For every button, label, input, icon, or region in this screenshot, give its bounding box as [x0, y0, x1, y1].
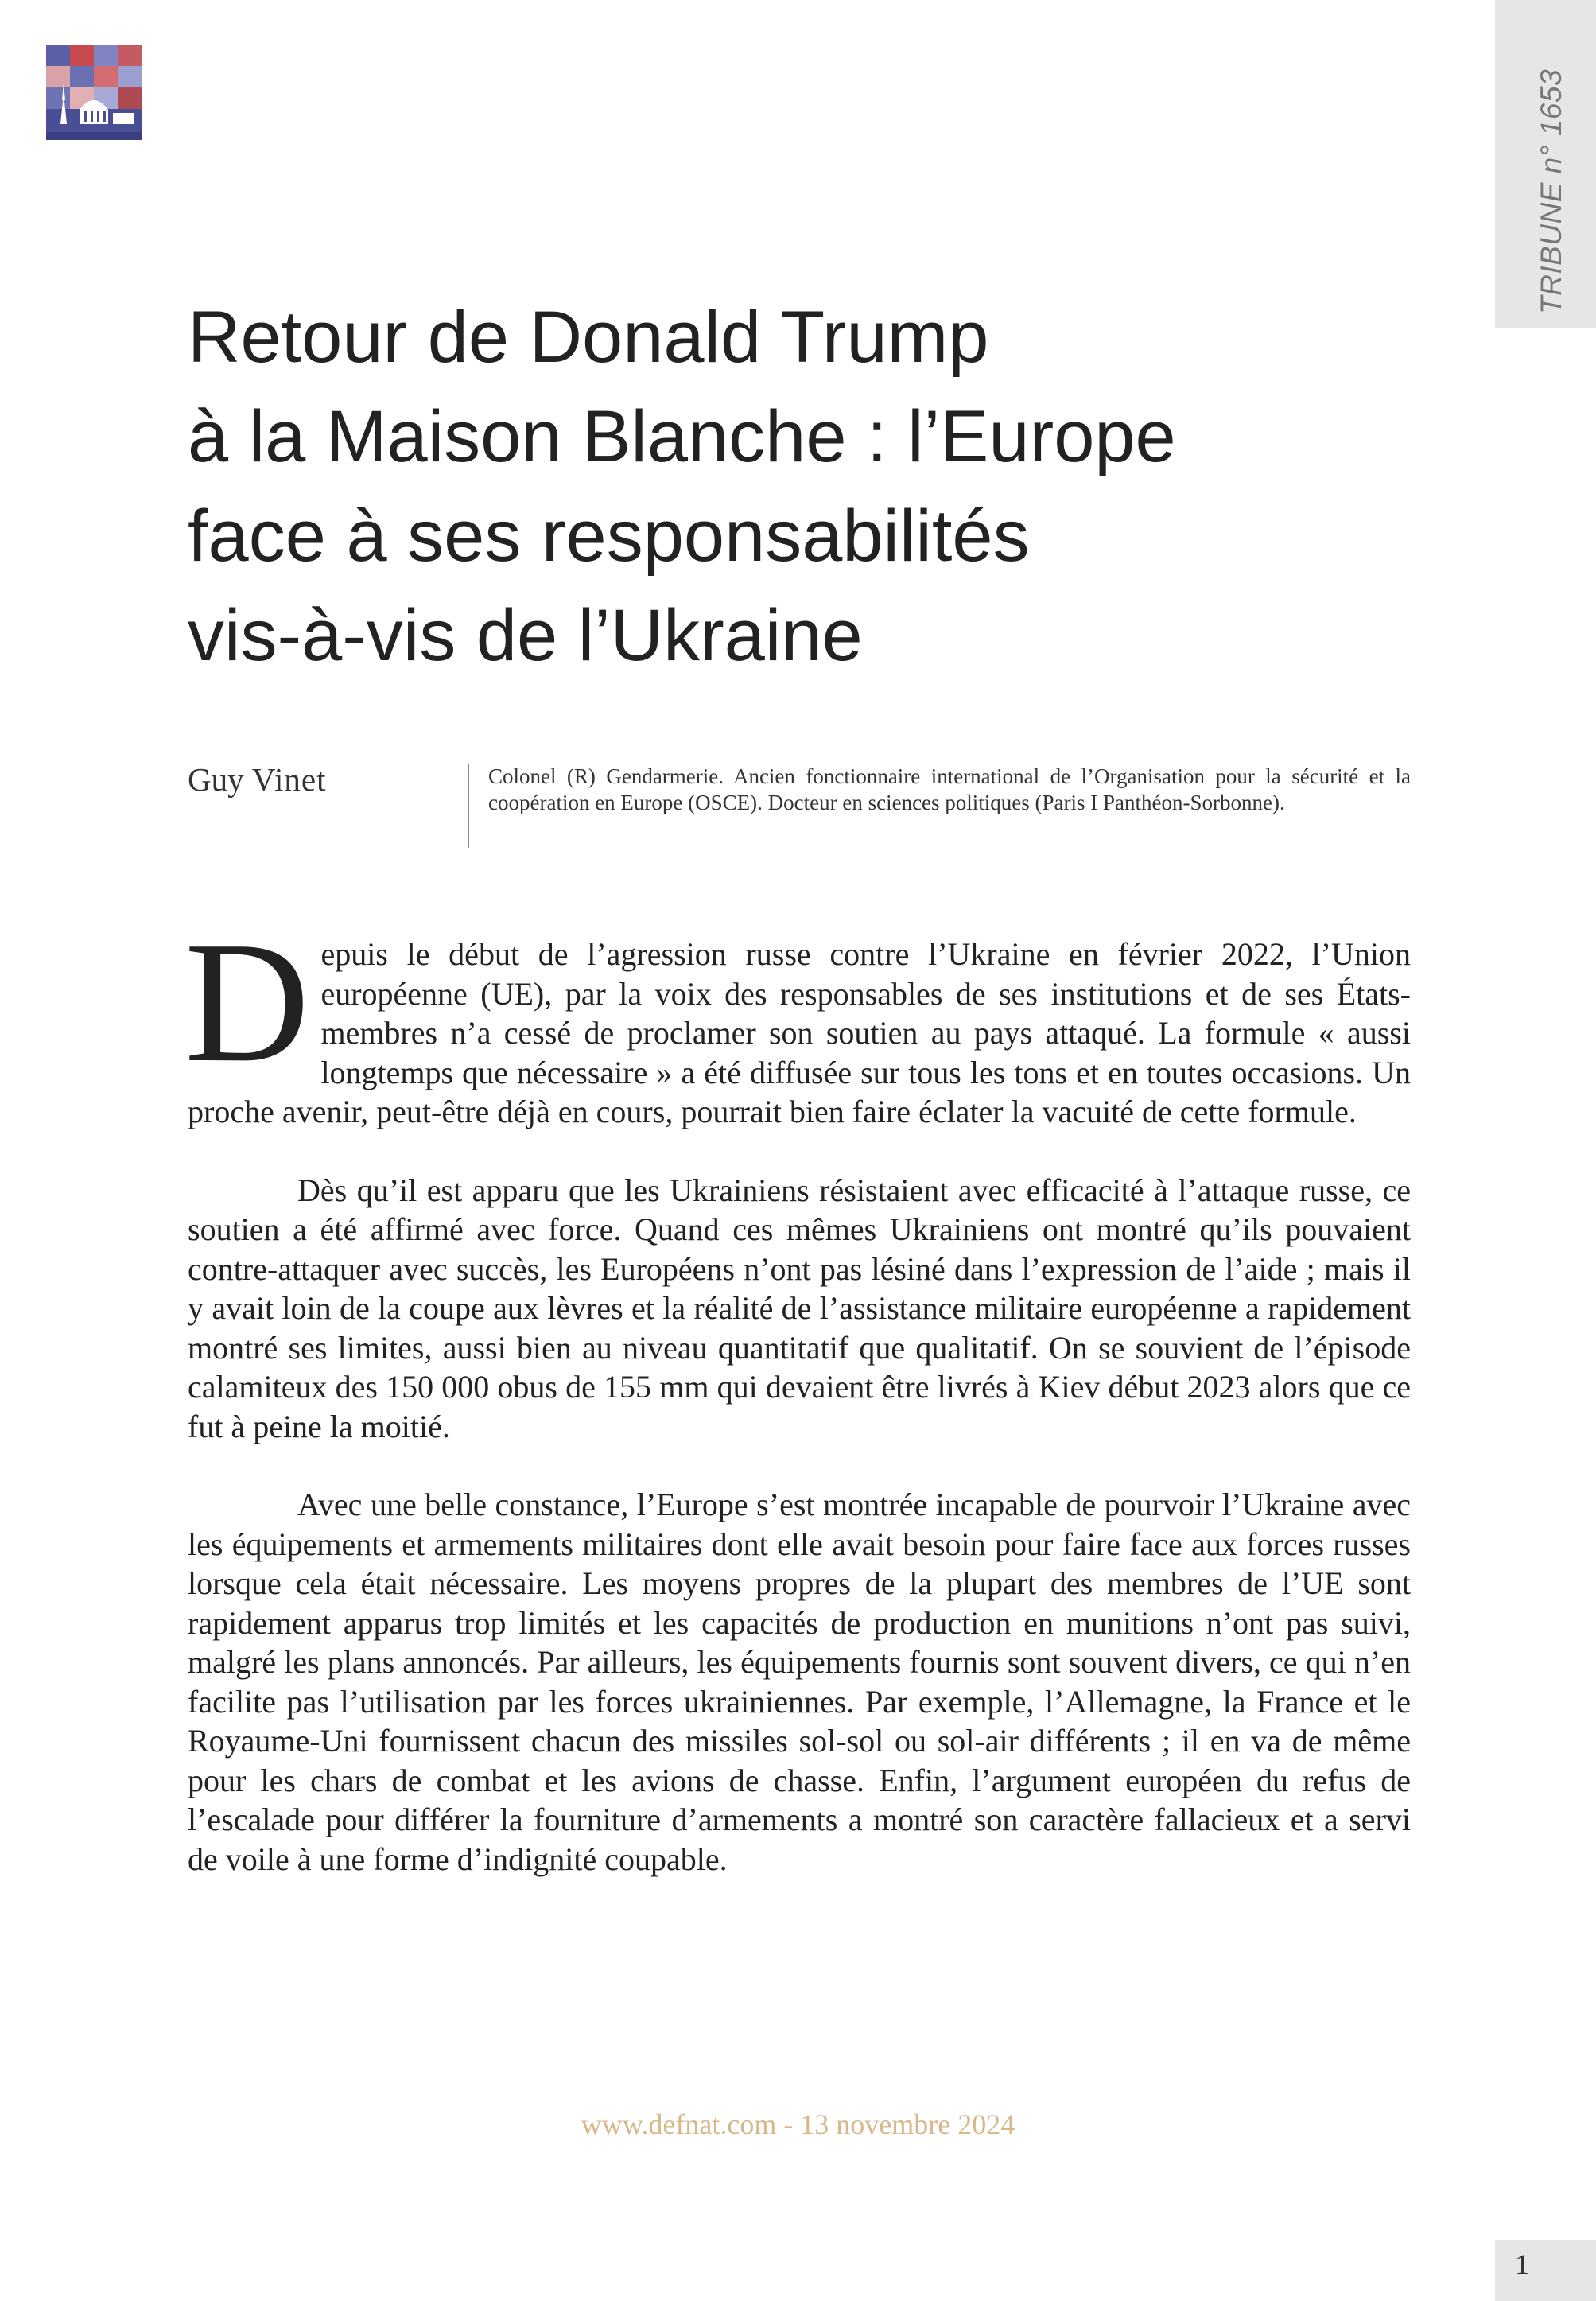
- page-number-tab: [1495, 2240, 1596, 2301]
- bio-divider: [468, 764, 469, 848]
- paragraph-1: [184, 907, 1411, 1132]
- drop-cap: D: [184, 907, 310, 1098]
- footer-site-date: www.defnat.com - 13 novembre 2024: [581, 2109, 1015, 2140]
- institution-building-logo-icon: [46, 45, 142, 140]
- article-title: [188, 288, 1380, 686]
- author-bio: Colonel (R) Gendarmerie. Ancien fonctionnaire international de l’Organisation pour la sécurité et la coopération en Europe (OSCE). Docteur en sciences politiques (Paris I Panthéon-Sorbonne).: [488, 764, 1411, 814]
- article-body: [184, 907, 1411, 1918]
- tribune-number-label: TRIBUNE n° 1653: [1535, 68, 1567, 314]
- paragraph-3: Avec une belle constance, l’Europe s’est montrée incapable de pourvoir l’Ukraine avec les équipements et armements militaires dont elle avait besoin pour faire face aux forces russes lorsque cela était nécessaire. Les moyens propres de la plupart des membres de l’UE sont rapidement apparus trop limités et les capacités de production en munitions n’ont pas suivi, malgré les plans annoncés. Par ailleurs, les équipements fournis sont souvent divers, ce qui n’en facilite pas l’utilisation par les forces ukrainiennes. Par exemple, l’Allemagne, la France et le Royaume-Uni fournissent chacun des missiles sol-sol ou sol-air différents ; il en va de même pour les chars de combat et les avions de chasse. Enfin, l’argument européen du refus de l’escalade pour différer la fourniture d’armements a montré son caractère fallacieux et a servi de voile à une forme d’indignité coupable.: [188, 1487, 1411, 1877]
- page-number: 1: [1515, 2249, 1529, 2280]
- title-line: Retour de Donald Trump: [188, 297, 989, 378]
- title-line: vis-à-vis de l’Ukraine: [188, 595, 863, 676]
- author-last-name: Vinet: [251, 761, 327, 798]
- author-name: [188, 760, 327, 799]
- paragraph-2: Dès qu’il est apparu que les Ukrainiens résistaient avec efficacité à l’attaque russe, ce soutien a été affirmé avec force. Quand ces mêmes Ukrainiens ont montré qu’ils pouvaient contre-attaquer avec succès, les Européens n’ont pas lésiné dans l’expression de l’aide ; mais il y avait loin de la coupe aux lèvres et la réalité de l’assistance militaire européenne a rapidement montré ses limites, aussi bien au niveau quantitatif que qualitatif. On se souvient de l’épisode calamiteux des 150 000 obus de 155 mm qui devaient être livrés à Kiev début 2023 alors que ce fut à peine la moitié.: [188, 1172, 1411, 1444]
- author-first-name: Guy: [188, 761, 252, 798]
- title-line: à la Maison Blanche : l’Europe: [188, 396, 1176, 477]
- title-line: face à ses responsabilités: [188, 496, 1030, 577]
- paragraph-1-text: epuis le début de l’agression russe contre l’Ukraine en février 2022, l’Union européenne (UE), par la voix des responsables de ses institutions et de ses États-membres n’a cessé de proclamer son soutien au pays attaqué. La formule « aussi longtemps que nécessaire » a été diffusée sur tous les tons et en toutes occasions. Un proche avenir, peut-être déjà en cours, pourrait bien faire éclater la vacuité de cette formule.: [188, 936, 1411, 1129]
